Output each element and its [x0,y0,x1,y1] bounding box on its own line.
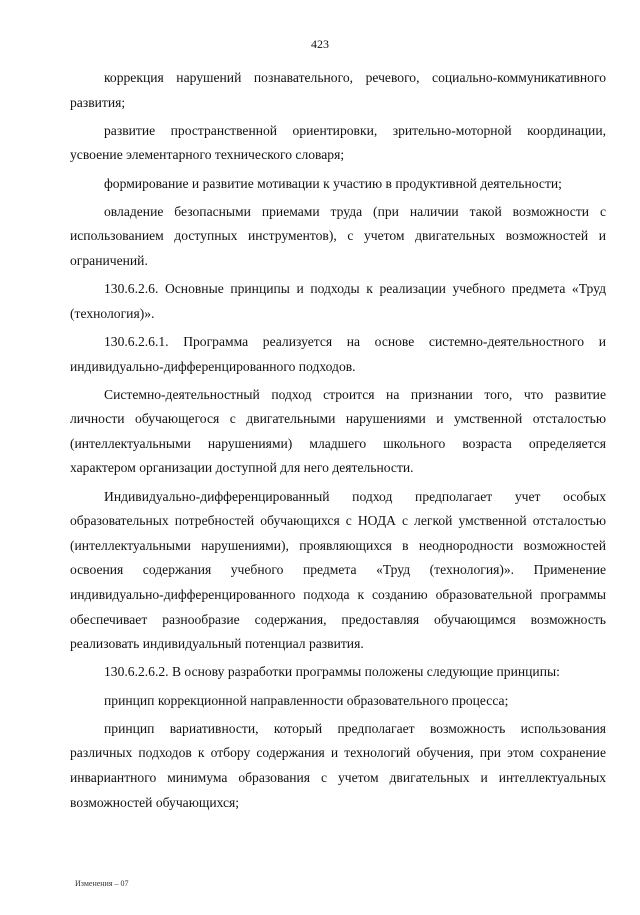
section-heading-principles: 130.6.2.6. Основные принципы и подходы к реализации учебного предмета «Труд (технология)». [70,281,606,321]
paragraph-program-approach: 130.6.2.6.1. Программа реализуется на основе системно-деятельностного и индивидуально-дифференцированного подходов. [70,333,606,374]
paragraph-spatial-orientation: развитие пространственной ориентировки, зрительно-моторной координации, усвоение элементарного технического словаря; [70,122,606,163]
section-heading-program-basis: 130.6.2.6.2. В основу разработки программы положены следующие принципы: [104,664,560,680]
body-text [70,66,606,815]
page-number: 423 [311,37,329,51]
paragraph-correctional-principle: принцип коррекционной направленности образовательного процесса; [104,692,509,708]
paragraph-variability-principle: принцип вариативности, который предполагает возможность использования различных подходов к отбору содержания и технологий обучения, при этом сохранение инвариантного минимума образования с учетом двигательных и интеллектуальных возможностей обучающихся; [70,720,606,810]
paragraph-correction: коррекция нарушений познавательного, речевого, социально-коммуникативного развития; [70,70,606,110]
paragraph-individual-differentiated: Индивидуально-дифференцированный подход предполагает учет особых образовательных потребностей обучающихся с НОДА с легкой умственной отсталостью (интеллектуальными нарушениями), проявляющихся в неоднородности возможностей освоения содержания учебного предмета «Труд (технология)». Применение индивидуально-дифференцированного подхода к созданию образовательной программы обеспечивает разнообразие содержания, предоставляя обучающимся возможность реализовать индивидуальный потенциал развития. [70,488,606,652]
footer-changes: Изменения – 07 [75,879,129,888]
paragraph-safe-techniques: овладение безопасными приемами труда (при наличии такой возможности с использованием доступных инструментов), с учетом двигательных возможностей и ограничений. [70,203,606,268]
paragraph-system-activity: Системно-деятельностный подход строится на признании того, что развитие личности обучающегося с двигательными нарушениями и умственной отсталостью (интеллектуальными нарушениями) младшего школьного возраста определяется характером организации доступной для него деятельности. [70,386,606,476]
paragraph-motivation: формирование и развитие мотивации к участию в продуктивной деятельности; [104,175,562,191]
